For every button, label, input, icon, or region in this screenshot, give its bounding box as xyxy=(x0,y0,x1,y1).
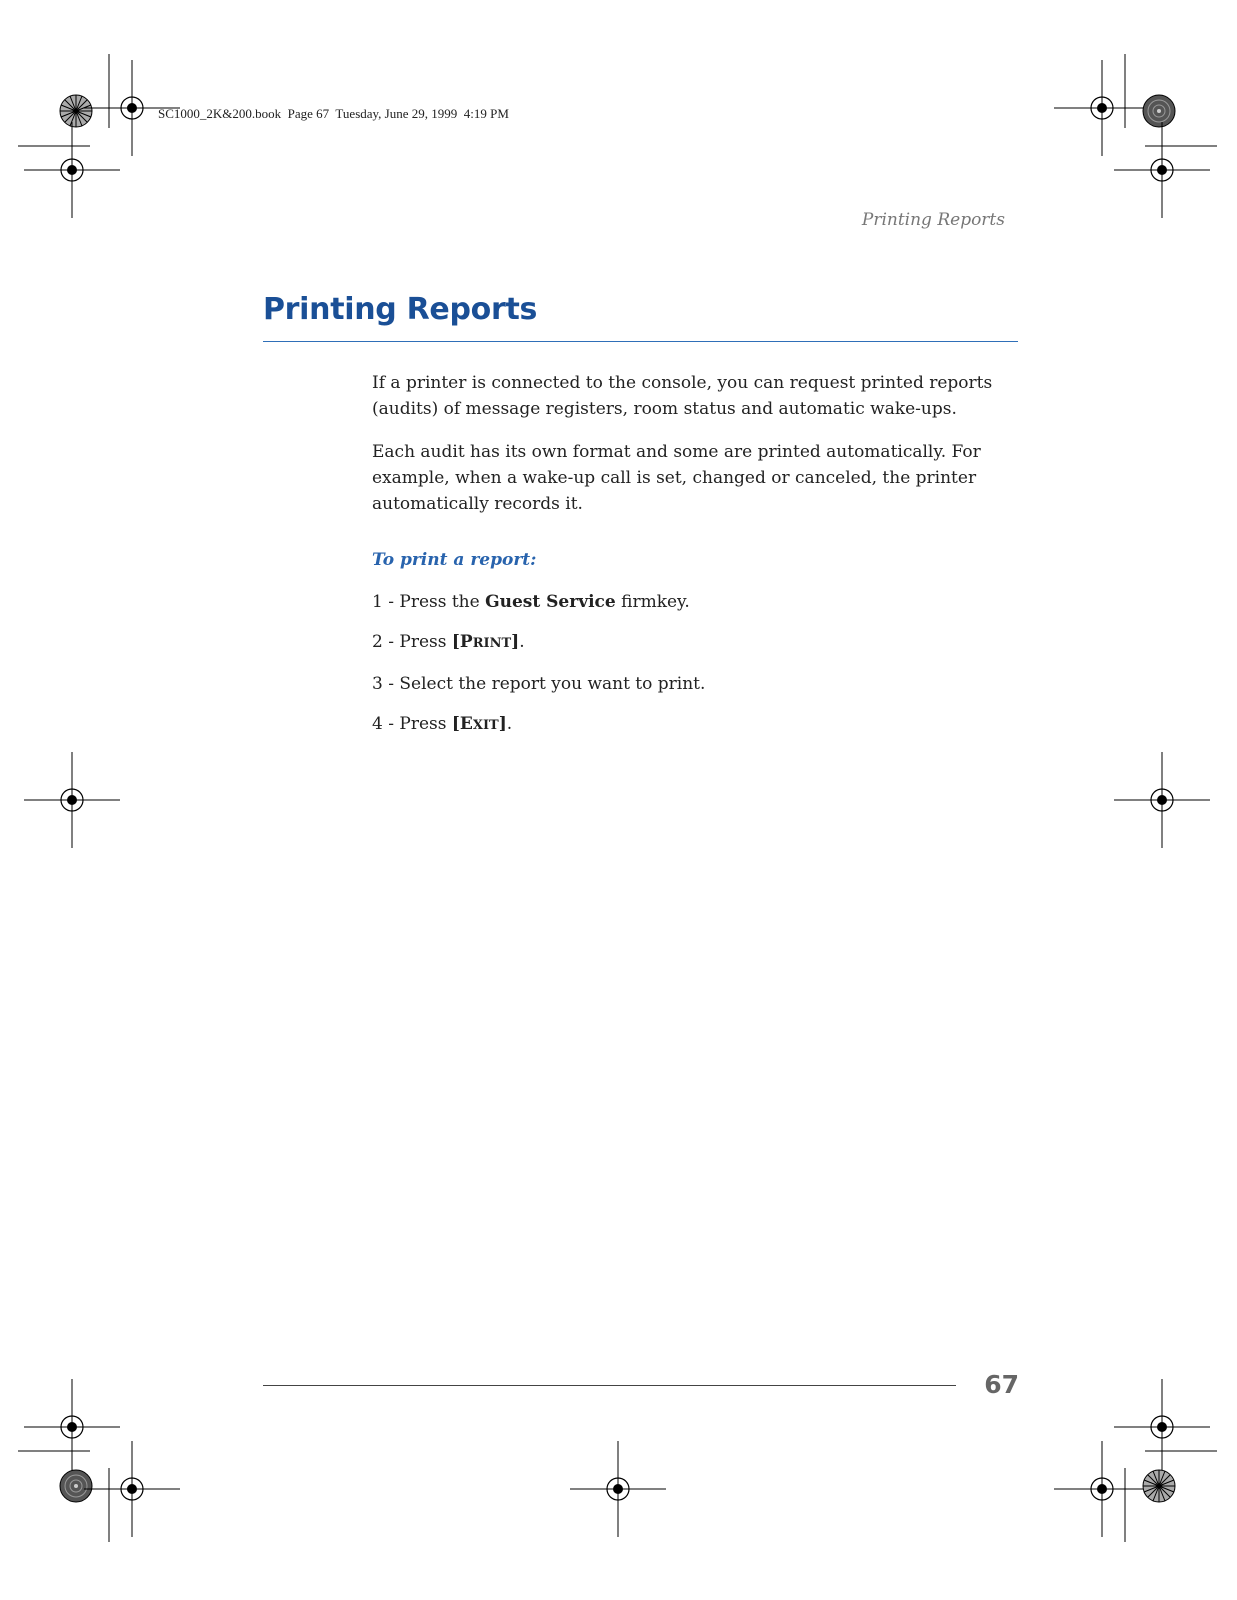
page-number: 67 xyxy=(984,1370,1019,1399)
step-text: Select the report you want to print. xyxy=(399,674,706,694)
step-text: Press xyxy=(399,714,452,734)
title-underline xyxy=(263,341,1018,342)
body-text xyxy=(372,370,1022,753)
page-title: Printing Reports xyxy=(263,292,538,327)
step-number: 3 - xyxy=(372,674,394,694)
key-bracket-open: [E xyxy=(451,714,473,734)
step-1 xyxy=(372,589,1022,615)
softkey-print xyxy=(452,632,519,652)
step-2 xyxy=(372,629,1022,657)
step-number: 2 - xyxy=(372,632,394,652)
firmkey-name: Guest Service xyxy=(485,592,616,612)
step-4 xyxy=(372,711,1022,739)
step-text: Press xyxy=(399,632,452,652)
key-smallcaps: RINT xyxy=(472,636,512,651)
footer-rule xyxy=(263,1385,956,1386)
step-text: . xyxy=(506,714,513,734)
step-text: . xyxy=(519,632,525,652)
step-3 xyxy=(372,671,1022,697)
step-text: firmkey. xyxy=(615,592,690,612)
key-bracket-close: ] xyxy=(498,714,507,734)
key-smallcaps: XIT xyxy=(472,718,499,733)
audit-paragraph: Each audit has its own format and some are printed automatically. For example, when a wake-up call is set, changed or canceled, the printer automatically records it. xyxy=(372,442,981,514)
step-number: 4 - xyxy=(372,714,394,734)
procedure-heading: To print a report: xyxy=(372,550,537,570)
key-bracket-open: [P xyxy=(451,632,473,652)
running-header: Printing Reports xyxy=(861,210,1005,230)
step-text: Press the xyxy=(399,592,486,612)
step-number: 1 - xyxy=(372,592,394,612)
key-bracket-close: ] xyxy=(511,632,520,652)
book-slug-line: SC1000_2K&200.book Page 67 Tuesday, June 29, 1999 4:19 PM xyxy=(158,106,509,121)
intro-paragraph: If a printer is connected to the console, you can request printed reports (audits) of message registers, room status and automatic wake-ups. xyxy=(372,373,993,419)
softkey-exit xyxy=(452,714,507,734)
